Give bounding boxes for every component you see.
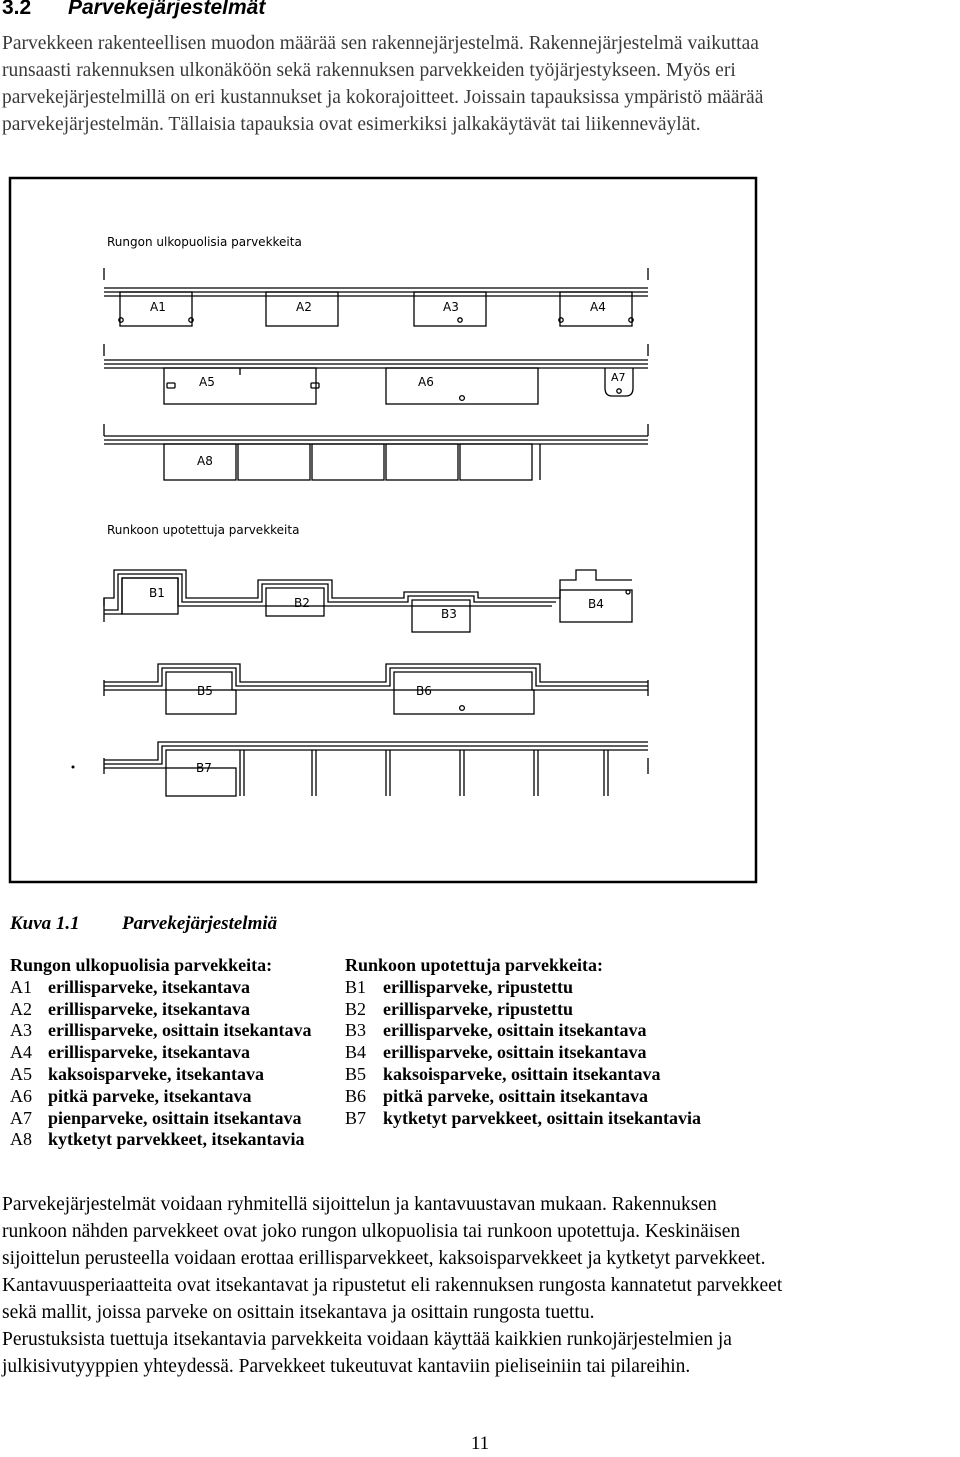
list-item: A4 erillisparveke, itsekantava — [10, 1042, 250, 1063]
label-b4: B4 — [588, 597, 604, 611]
intro-paragraph — [2, 30, 958, 138]
group-label-embedded: Runkoon upotettuja parvekkeita — [107, 523, 300, 537]
label-a4: A4 — [590, 300, 606, 314]
list-item: A2 erillisparveke, itsekantava — [10, 998, 250, 1019]
row-b7 — [104, 742, 648, 796]
intro-line: Parvekkeen rakenteellisen muodon määrää sen rakennejärjestelmä. Rakennejärjestelmä vaikuttaa — [2, 33, 759, 54]
caption-list-outside — [10, 955, 312, 1151]
label-b1: B1 — [149, 586, 165, 600]
body-line: Perustuksista tuettuja itsekantavia parvekkeita voidaan käyttää kaikkien runkojärjestelmien ja — [2, 1329, 732, 1350]
body-line: Parvekejärjestelmät voidaan ryhmitellä sijoittelun ja kantavuustavan mukaan. Rakennuksen — [2, 1194, 717, 1215]
balcony-systems-figure — [0, 170, 960, 890]
list-item: A1 erillisparveke, itsekantava — [10, 976, 250, 997]
row-b5-b6 — [104, 664, 648, 714]
page-number: 11 — [470, 1433, 490, 1454]
label-a6: A6 — [418, 375, 434, 389]
caption-heading-outside: Rungon ulkopuolisia parvekkeita: — [10, 955, 273, 975]
caption-heading-embedded: Runkoon upotettuja parvekkeita: — [345, 955, 604, 975]
list-item: B5 kaksoisparveke, osittain itsekantava — [345, 1063, 661, 1084]
label-a2: A2 — [296, 300, 312, 314]
label-b6: B6 — [416, 684, 432, 698]
label-a1: A1 — [150, 300, 166, 314]
balcony-diagram — [0, 170, 960, 890]
list-item: B1 erillisparveke, ripustettu — [345, 976, 573, 997]
list-item: A6 pitkä parveke, itsekantava — [10, 1085, 252, 1106]
list-item: A5 kaksoisparveke, itsekantava — [10, 1063, 265, 1084]
body-paragraph — [2, 1191, 958, 1380]
label-a7: A7 — [611, 371, 626, 384]
intro-line: parvekejärjestelmillä on eri kustannukset ja kokorajoitteet. Joissain tapauksissa ympäristö määrää — [2, 87, 764, 108]
body-line: Kantavuusperiaatteita ovat itsekantavat ja ripustetut eli rakennuksen rungosta kannatetut parvekkeet — [2, 1275, 783, 1296]
section-heading — [0, 0, 960, 32]
caption-list-embedded — [345, 955, 701, 1129]
row-a1-a4 — [104, 268, 648, 326]
label-b5: B5 — [197, 684, 213, 698]
label-a8: A8 — [197, 454, 213, 468]
intro-line: parvekejärjestelmän. Tällaisia tapauksia ovat esimerkiksi jalkakäytävät tai liikenneväylät. — [2, 114, 701, 135]
body-line: runkoon nähden parvekkeet ovat joko rungon ulkopuolisia tai runkoon upotettuja. Keskinäisen — [2, 1221, 741, 1242]
list-item: B4 erillisparveke, osittain itsekantava — [345, 1042, 647, 1063]
label-b2: B2 — [294, 596, 310, 610]
body-line: julkisivutyyppien yhteydessä. Parvekkeet tukeutuvat kantaviin pieliseiniin tai pilareihin. — [2, 1356, 691, 1377]
list-item: B6 pitkä parveke, osittain itsekantava — [345, 1085, 649, 1106]
row-a5-a7 — [104, 344, 648, 404]
list-item: A8 kytketyt parvekkeet, itsekantavia — [10, 1129, 305, 1150]
list-item: A3 erillisparveke, osittain itsekantava — [10, 1020, 312, 1041]
caption-number: Kuva 1.1 — [10, 913, 80, 934]
label-a5: A5 — [199, 375, 215, 389]
group-label-outside: Rungon ulkopuolisia parvekkeita — [107, 235, 302, 249]
section-title: Parvekejärjestelmät — [68, 0, 266, 19]
intro-line: runsaasti rakennuksen ulkonäköön sekä rakennuksen parvekkeiden työjärjestykseen. Myös eri — [2, 60, 736, 81]
row-b1-b4 — [104, 570, 632, 632]
section-number: 3.2 — [2, 0, 32, 19]
list-item: B2 erillisparveke, ripustettu — [345, 998, 573, 1019]
row-a8 — [104, 424, 648, 480]
caption-title: Parvekejärjestelmiä — [122, 913, 278, 934]
body-line: sekä mallit, joissa parveke on osittain itsekantava ja osittain rungosta tuettu. — [2, 1302, 595, 1323]
label-b3: B3 — [441, 607, 457, 621]
list-item: B7 kytketyt parvekkeet, osittain itsekantavia — [345, 1107, 701, 1128]
figure-caption — [0, 905, 960, 1165]
body-line: sijoittelun perusteella voidaan erottaa erillisparvekkeet, kaksoisparvekkeet ja kytketyt parvekkeet. — [2, 1248, 766, 1269]
balcony-a6 — [386, 368, 538, 404]
label-a3: A3 — [443, 300, 459, 314]
list-item: B3 erillisparveke, osittain itsekantava — [345, 1020, 647, 1041]
balcony-b6 — [394, 690, 534, 714]
label-b7: B7 — [196, 761, 212, 775]
list-item: A7 pienparveke, osittain itsekantava — [10, 1107, 302, 1128]
